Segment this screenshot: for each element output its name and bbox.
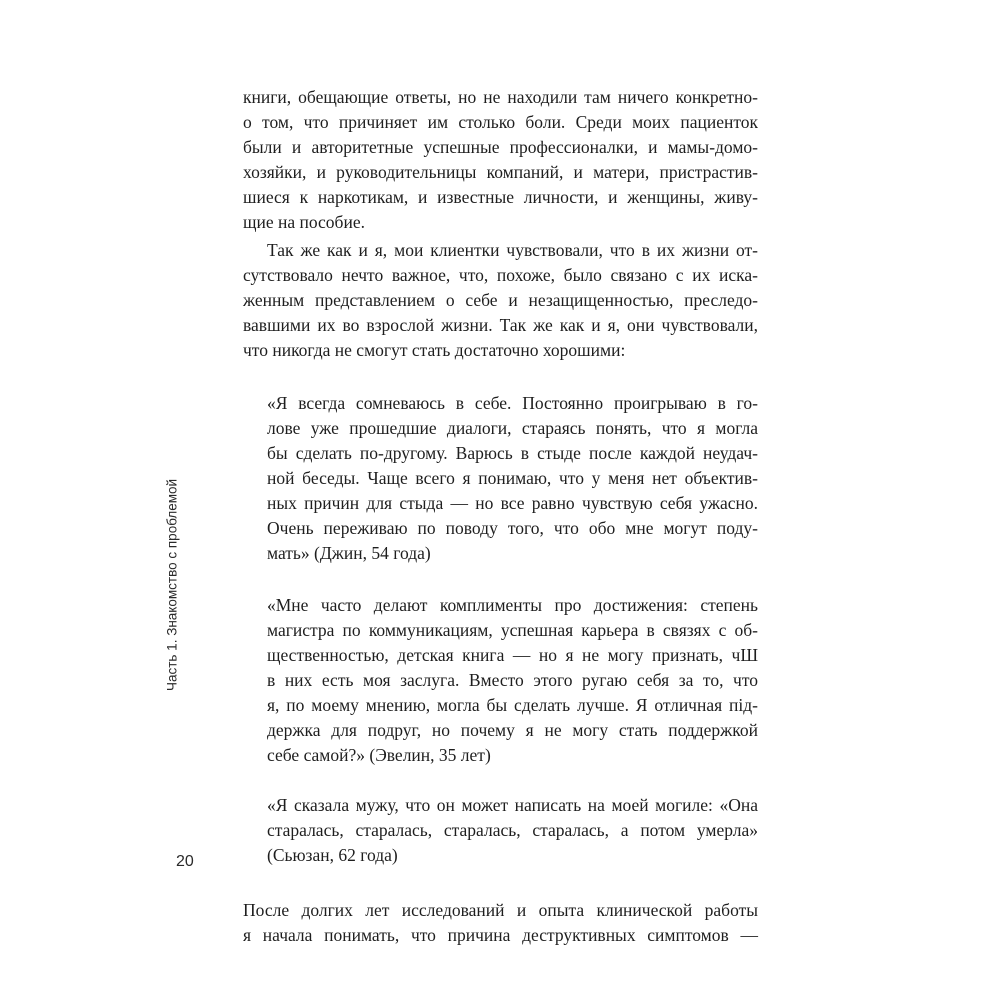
quote-line: «Мне часто делают комплименты про достижения: степень (267, 595, 758, 615)
text-line: я начала понимать, что причина деструктивных симптомов — (243, 925, 758, 945)
quote-line: старалась, старалась, старалась, старалась, а потом умерла» (267, 820, 758, 840)
section-running-title: Часть 1. Знакомство с проблемой (164, 478, 180, 692)
quote-line: ной беседы. Чаще всего я понимаю, что у меня нет объектив- (267, 468, 758, 488)
quote-line: мать» (Джин, 54 года) (267, 543, 431, 563)
text-line: женным представлением о себе и незащищенностью, преследо- (243, 290, 758, 310)
text-line: Так же как и я, мои клиентки чувствовали, что в их жизни от- (267, 240, 758, 260)
quote-line: Очень переживаю по поводу того, что обо мне могут поду- (267, 518, 758, 538)
page-number: 20 (176, 853, 194, 870)
text-line: сутствовало нечто важное, что, похоже, было связано с их иска- (243, 265, 758, 285)
quote-line: щественностью, детская книга — но я не могу признать, чШ (267, 645, 758, 665)
text-line: шиеся к наркотикам, и известные личности, и женщины, живу- (243, 187, 758, 207)
quote-line: держка для подруг, но почему я не могу стать поддержкой (267, 720, 758, 740)
quote-line: ных причин для стыда — но все равно чувствую себя ужасно. (267, 493, 758, 513)
quote-line: магистра по коммуникациям, успешная карьера в связях с об- (267, 620, 758, 640)
quote-line: (Сьюзан, 62 года) (267, 845, 398, 865)
text-line: о том, что причиняет им столько боли. Среди моих пациенток (243, 112, 758, 132)
quote-line: «Я всегда сомневаюсь в себе. Постоянно проигрываю в го- (267, 393, 758, 413)
text-line: что никогда не смогут стать достаточно хорошими: (243, 340, 626, 360)
text-line: щие на пособие. (243, 212, 365, 232)
text-line: были и авторитетные успешные профессионалки, и мамы-домо- (243, 137, 758, 157)
quote-line: в них есть моя заслуга. Вместо этого ругаю себя за то, что (267, 670, 758, 690)
quote-line: я, по моему мнению, могла бы сделать лучше. Я отличная під- (267, 695, 758, 715)
quote-line: себе самой?» (Эвелин, 35 лет) (267, 745, 491, 765)
quote-line: бы сделать по-другому. Варюсь в стыде после каждой неудач- (267, 443, 758, 463)
text-line: хозяйки, и руководительницы компаний, и матери, пристрастив- (243, 162, 758, 182)
text-line: вавшими их во взрослой жизни. Так же как и я, они чувствовали, (243, 315, 758, 335)
text-line: После долгих лет исследований и опыта клинической работы (243, 900, 758, 920)
quote-line: «Я сказала мужу, что он может написать на моей могиле: «Она (267, 795, 758, 815)
quote-line: лове уже прошедшие диалоги, стараясь понять, что я могла (267, 418, 758, 438)
text-line: книги, обещающие ответы, но не находили там ничего конкретно- (243, 87, 758, 107)
